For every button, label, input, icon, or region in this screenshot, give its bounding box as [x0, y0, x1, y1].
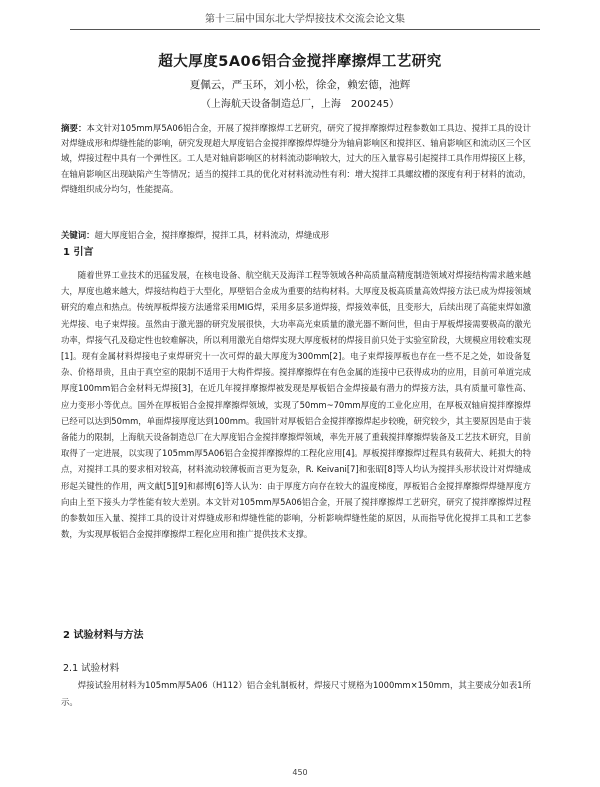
subsection-heading-materials: 2.1 试验材料	[63, 663, 120, 674]
abstract	[61, 121, 531, 197]
author-list: 夏佩云，严玉环，刘小松，徐金，赖宏德，池辉	[189, 79, 411, 91]
page-number: 450	[292, 768, 308, 777]
materials-body	[61, 677, 531, 710]
section-heading-introduction: 1 引言	[63, 247, 94, 258]
abstract-label: 摘要：	[61, 123, 87, 133]
section-heading-materials-methods: 2 试验材料与方法	[63, 630, 144, 641]
running-header: 第十三届中国东北大学焊接技术交流会论文集	[70, 10, 540, 30]
paragraph: 随着世界工业技术的迅猛发展，在核电设备、航空航天及海洋工程等领域各种高质量高精度制造领域对焊接结构需求越来越大，厚度也越来越大，焊接结构趋于大型化，厚壁铝合金成为重要的结构材料。大厚度及板高质量高效焊接方法已成为焊接领域研究的难点和热点。传统厚板焊接方法通常采用MIG焊，采用多层多道焊接，焊接效率低，且变形大，后续出现了高能束焊如激光焊接、电子束焊接。虽然由于激光器的研究发展很快，大功率高光束质量的激光器不断问世，但由于厚板焊接需要极高的激光功率，焊接气孔及稳定性也较难解决，所以利用激光自熔焊实现大厚度板材的焊接目前只处于实验室阶段，大规模应用较难实现[1]。现有金属材料焊接电子束焊研究十一次可焊的最大厚度为300mm[2]。电子束焊接厚板也存在一些不足之处，如设备复杂、价格昂贵，且由于真空室的限制不适用于大构件焊接。搅拌摩擦焊在有色金属的连接中已获得成功的应用，目前可单道完成厚度100mm铝合金材料无焊接[3]，在近几年搅拌摩擦焊被发现是厚板铝合金焊接最有潜力的焊接方法，具有质量可靠性高、应力变形小等优点。国外在厚板铝合金搅拌摩擦焊领域，实现了50mm~70mm厚度的工业化应用，在厚板双轴肩搅拌摩擦焊已经可以达到50mm，单面焊接厚度达到100mm。我国针对厚板铝合金搅拌摩擦焊起步较晚，研究较少，其主要原因是由于装备能力的限制，上海航天设备制造总厂在大厚度铝合金搅拌摩擦焊领域，率先开展了重载搅拌摩擦焊装备及工艺技术研究，目前取得了一定进展，以实现了105mm厚5A06铝合金搅拌摩擦焊的工程化应用[4]。厚板搅拌摩擦焊过程具有载荷大、耗损大的特点，对搅拌工具的要求相对较高，材料流动较薄板而言更为复杂，R. Keivani[7]和张昭[8]等人均认为搅拌头形状设计对焊缝成形起关键性的作用，两文献[5][9]和郝博[6]等人认为：由于厚度方向存在较大的温度梯度，厚板铝合金搅拌摩擦焊焊缝厚度方向由上至下接头力学性能有较大差别。本文针对105mm厚5A06铝合金，开展了搅拌摩擦焊工艺研究，研究了搅拌摩擦焊过程的参数如压入量、搅拌工具的设计对焊缝成形和焊缝性能的影响，分析影响焊缝性能的原因，从而指导优化搅拌工具和工艺参数，为实现厚板铝合金搅拌摩擦焊工程化应用和推广提供技术支撑。	[61, 270, 531, 540]
keywords-label: 关键词：	[61, 230, 95, 240]
keywords	[61, 228, 531, 243]
affiliation: （上海航天设备制造总厂，上海 200245）	[200, 99, 400, 110]
keywords-text: 超大厚度铝合金，搅拌摩擦焊，搅拌工具，材料流动，焊缝成形	[94, 230, 329, 240]
paragraph: 焊接试验用材料为105mm厚5A06（H112）铝合金轧制板材，焊接尺寸规格为1000mm×150mm，其主要成分如表1所示。	[61, 680, 531, 707]
paper-title: 超大厚度5A06铝合金搅拌摩擦焊工艺研究	[158, 54, 442, 70]
introduction-body	[61, 267, 531, 542]
abstract-text: 本文针对105mm厚5A06铝合金，开展了搅拌摩擦焊工艺研究，研究了搅拌摩擦焊过程参数如工具边、搅拌工具的设计对焊缝成形和焊缝性能的影响，研究发现超大厚度铝合金搅拌摩擦焊焊缝分为轴肩影响区和搅拌区、轴肩影响区和流动区三个区域，焊接过程中具有一个弹性区。工人是对轴肩影响区的材料流动影响较大，过大的压入量容易引起搅拌工具作用焊接区上移，在轴肩影响区出现缺陷产生等情况；适当的搅拌工具的优化对材料流动性有利：增大搅拌工具螺纹槽的深度有利于材料的流动，焊缝组织成分均匀，性能提高。	[61, 123, 532, 194]
